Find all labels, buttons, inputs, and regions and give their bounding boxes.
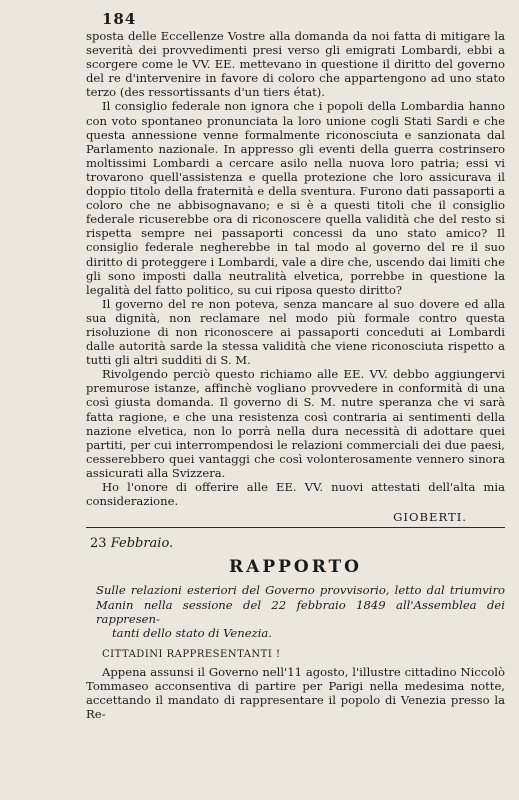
report-paragraph: Appena assunsi il Governo nell'11 agosto, l'illustre cittadino Niccolò Tommaseo acconsentiva di partire per Parigi nella medesima notte, accettando il mandato di rappresentare il popolo di Venezia presso la Re-	[86, 664, 505, 722]
letter-paragraph: Rivolgendo perciò questo richiamo alle EE. VV. debbo aggiungervi premurose istanze, affinchè vogliano provvedere in conformità di una così giusta domanda. Il governo di S. M. nutre speranza che vi sarà fatta ragione, e che una resistenza così contraria ai sentimenti della nazione elvetica, non lo porrà nella dura necessità di adottare quei partiti, per cui interrompendosi le relazioni commerciali dei due paesi, cesserebbero quei vantaggi che così volonterosamente vennero sinora assicurati alla Svizzera.	[86, 367, 505, 480]
report-title: RAPPORTO	[229, 557, 362, 578]
salutation: CITTADINI RAPPRESENTANTI !	[102, 648, 281, 660]
letter-text	[86, 29, 505, 508]
subtitle-line-2: tanti dello stato di Venezia.	[112, 626, 273, 641]
letter-paragraph: Il consiglio federale non ignora che i popoli della Lombardia hanno con voto spontaneo pronunciata la loro unione cogli Stati Sardi e che questa annessione venne formalmente riconosciuta e sanzionata dal Parlamento nazionale. In appresso gli eventi della guerra costrinsero moltissimi Lombardi a cercare asilo nella nuova loro patria; essi vi trovarono quell'assistenza e quella protezione che loro assicurava il doppio titolo della fraternità e della sventura. Furono dati passaporti a coloro che ne abbisognavano; e si è a questi titoli che il consiglio federale ricuserebbe ora di riconoscere quella validità che del resto si rispetta sempre nei passaporti concessi da uno stato amico? Il consiglio federale negherebbe in tal modo al governo del re il suo diritto di proteggere i Lombardi, vale a dire che, uscendo dai limiti che gli sono imposti dalla neutralità elvetica, porrebbe in questione la legalità del fatto politico, su cui riposa questo diritto?	[86, 99, 505, 297]
letter-paragraph: Ho l'onore di offerire alle EE. VV. nuovi attestati dell'alta mia considerazione.	[86, 480, 505, 509]
letter-paragraph: Il governo del re non poteva, senza mancare al suo dovere ed alla sua dignità, non reclamare nel modo più formale contro questa risoluzione di non riconoscere ai passaporti conceduti ai Lombardi dalle autorità sarde la stessa validità che viene riconosciuta rispetto a tutti gli altri sudditi di S. M.	[86, 296, 505, 368]
letter-paragraph: sposta delle Eccellenze Vostre alla domanda da noi fatta di mitigare la severità dei provvedimenti presi verso gli emigrati Lombardi, ebbi a scorgere come le VV. EE. mettevano in questione il diritto del governo del re d'intervenire in favore di coloro che appartengono ad uno stato terzo (des ressortissants d'un tiers état).	[86, 29, 505, 100]
report-subtitle	[86, 583, 505, 641]
report-date	[90, 536, 505, 551]
page-number: 184	[102, 10, 137, 28]
signature: GIOBERTI.	[393, 510, 467, 525]
report-body	[86, 665, 505, 721]
date-day: 23	[90, 536, 107, 552]
section-divider	[86, 527, 505, 528]
date-month: Febbraio.	[110, 536, 174, 552]
subtitle-line-1: Sulle relazioni esteriori del Governo provvisorio, letto dal triumviro Manin nella sessione del 22 febbraio 1849 all'Assemblea dei rappresen-	[96, 583, 505, 626]
